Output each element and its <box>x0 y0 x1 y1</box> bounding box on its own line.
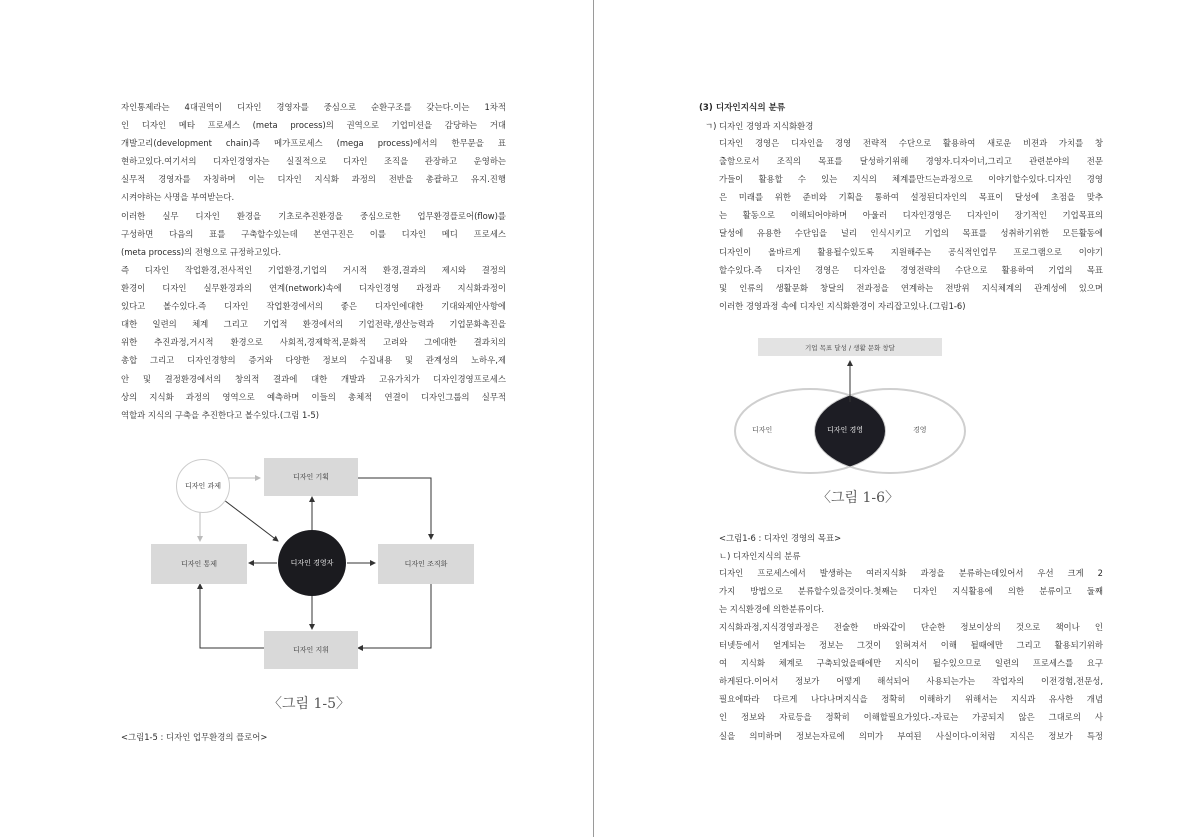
left-paragraph-1 <box>121 98 506 207</box>
design-manager-label: 디자인 경영자 <box>290 559 334 567</box>
venn-design-label: 디자인 <box>752 426 773 434</box>
text-line: 가지 방법으로 분류할수있을것이다.첫째는 디자인 지식활용에 의한 분류이고 둘째 <box>719 586 1103 597</box>
figure-1-5-caption: 〈그림 1-5〉 <box>268 696 351 712</box>
text-line: 대한 일련의 체계 그리고 기업적 환경에서의 기업전략,생산능력과 기업문화촉진을 <box>121 319 506 330</box>
design-manager-node <box>278 530 346 596</box>
text-line: 위한 추진과정,거시적 환경으로 사회적,경제학적,문화적 고려와 그에대한 결과치의 <box>121 337 506 348</box>
figure-1-5-diagram <box>148 453 448 678</box>
text-line: 디자인 프로세스에서 발생하는 여러지식화 과정을 분류하는데있어서 우선 크게 2 <box>719 568 1103 578</box>
text-line: 는 지식환경에 의한분류이다. <box>719 604 825 615</box>
text-line: 자인통제라는 4대권역이 디자인 경영자를 중심으로 순환구조를 갖는다.이는 1차적 <box>121 102 506 112</box>
text-line: 안 및 결정환경에서의 창의적 결과에 대한 개발과 고유가치가 디자인경영프로세스 <box>121 373 506 384</box>
text-line: 및 인류의 생활문화 창달의 전과정을 연계하는 전방위 지식체계의 관계성에 있으며 <box>719 282 1103 293</box>
text-line: 여 지식화 체계로 구축되었을때에만 지식이 될수있으므로 일련의 프로세스를 요구 <box>719 658 1103 669</box>
text-line: 인 정보와 자료등을 정확히 이해할필요가있다.-자료는 가공되지 않은 그대로의 사 <box>719 712 1103 723</box>
left-page <box>0 0 593 837</box>
text-line: 즉 디자인 작업환경,전사적인 기업환경,기업의 거시적 환경,결과의 제시와 결정의 <box>121 265 506 275</box>
venn-graphic <box>730 336 980 476</box>
venn-management-label: 경영 <box>913 426 927 434</box>
text-line: 할수있다.즉 디자인 경영은 디자인을 경영전략의 수단으로 활용하여 기업의 목표 <box>719 264 1103 275</box>
text-line: 실무적 경영자를 자칭하며 이는 디자인 지식화 과정의 전반을 총괄하고 유지.진행 <box>121 174 506 185</box>
right-paragraph-2 <box>719 564 1103 618</box>
text-line: 는 활동으로 이해되어야하며 아울러 디자인경영은 디자인이 장기적인 기업목표의 <box>719 210 1103 221</box>
left-paragraph-2 <box>121 207 506 261</box>
left-paragraph-3 <box>121 261 506 424</box>
subsection-heading-1: ㄱ) 디자인 경영과 지식화환경 <box>705 121 814 131</box>
design-lead-node <box>264 631 358 669</box>
text-line: 가들이 활용할 수 있는 지식의 체계를만드는과정으로 이야기할수있다.디자인 경영 <box>719 174 1103 185</box>
text-line: 환경이 디자인 실무환경과의 연계(network)속에 디자인경영 과정과 지식화과정이 <box>121 283 506 294</box>
text-line: 이러한 실무 디자인 환경을 기초로추진환경을 중심으로한 업무환경플로어(flow)를 <box>121 211 506 221</box>
text-line: 터넷등에서 얻게되는 정보는 그것이 읽혀져서 이해 될때에만 그리고 활용되기위하 <box>719 640 1103 651</box>
venn-center-label: 디자인 경영 <box>827 426 864 434</box>
text-line: 달성에 유용한 수단임을 널리 인식시키고 기업의 목표를 성취하기위한 모든활동에 <box>719 228 1103 239</box>
text-line: 하게된다.이어서 정보가 어떻게 해석되어 사용되는가는 작업자의 이전경험,전문성, <box>719 676 1103 687</box>
design-control-node <box>151 544 247 584</box>
right-paragraph-3 <box>719 618 1103 745</box>
text-line: 지식화과정,지식경영과정은 전술한 바와같이 단순한 정보이상의 것으로 책이나 인 <box>719 622 1103 632</box>
design-control-label: 디자인 통제 <box>180 560 218 568</box>
goal-box <box>758 338 942 356</box>
text-line: 이러한 경영과정 속에 디자인 지식화환경이 자리잡고있나.(그림1-6) <box>719 300 966 311</box>
text-line: 있다고 볼수있다.즉 디자인 작업환경에서의 좋은 디자인에대한 기대와제안사항에 <box>121 301 506 312</box>
text-line: 개발고리(development chain)즉 메가프로세스 (mega process)에서의 한무문을 표 <box>121 138 506 149</box>
text-line: 총합 그리고 디자인경향의 증거와 다양한 정보의 수집내용 및 관계성의 노하우,제 <box>121 355 506 366</box>
right-paragraph-1 <box>719 134 1103 315</box>
section-heading: (3) 디자인지식의 분류 <box>699 103 786 113</box>
text-line: 출함으로서 조직의 목표를 달성하기위해 경영자.디자이너,그리고 관련분야의 전문 <box>719 156 1103 167</box>
text-line: 은 미래를 위한 준비와 기획을 통하여 설정된디자인의 목표이 달성에 초점을 맞추 <box>719 192 1103 203</box>
text-line: 인 디자인 메타 프로세스 (meta process)의 권역으로 기업미션을 감당하는 거대 <box>121 120 506 131</box>
text-line: 구성하면 다음의 표를 구축할수있는데 본연구진은 이를 디자인 메디 프로세스 <box>121 229 506 240</box>
text-line: 디자인 경영은 디자인을 경영 전략적 수단으로 활용하여 새로운 비젼과 가치를 창 <box>719 138 1103 148</box>
design-plan-label: 디자인 기획 <box>292 473 330 481</box>
goal-label: 기업 목표 달성 / 생활 문화 창달 <box>805 343 895 352</box>
right-page <box>594 0 1187 837</box>
design-organize-node <box>378 544 474 584</box>
design-plan-node <box>264 458 358 496</box>
figure-1-6-caption: 〈그림 1-6〉 <box>817 490 900 506</box>
subsection-heading-2: ㄴ) 디자인지식의 분류 <box>719 551 801 561</box>
text-line: 역할과 지식의 구축을 추진한다고 볼수있다.(그림 1-5) <box>121 409 319 420</box>
text-line: 시켜야하는 사명을 부여받는다. <box>121 192 235 203</box>
design-task-node <box>176 459 230 513</box>
text-line: 상의 지식화 과정의 영역으로 예측하며 이들의 총체적 연결이 디자인그룹의 실무적 <box>121 391 506 402</box>
design-organize-label: 디자인 조직화 <box>404 560 448 568</box>
text-line: 실을 의미하며 정보는자료에 의미가 부여된 사실이다-이처럼 지식은 정보가 특정 <box>719 730 1103 741</box>
text-line: (meta process)의 전형으로 규정하고있다. <box>121 247 282 258</box>
figure-1-5-label: <그림1-5 : 디자인 업무환경의 플로어> <box>121 732 268 742</box>
design-lead-label: 디자인 지휘 <box>292 646 330 654</box>
text-line: 현하고있다.여기서의 디자인경영자는 실질적으로 디자인 조직을 관장하고 운영하는 <box>121 156 506 167</box>
text-line: 디자인이 올바르게 활용될수있도록 지원해주는 공식적인업무 프로그램으로 이야기 <box>719 246 1103 257</box>
text-line: 필요에따라 다르게 나다나며지식을 정확히 이해하기 위해서는 지식과 유사한 개념 <box>719 694 1103 705</box>
figure-1-6-label: <그림1-6 : 디자인 경영의 목표> <box>719 533 842 543</box>
design-task-label: 디자인 과제 <box>184 482 222 490</box>
